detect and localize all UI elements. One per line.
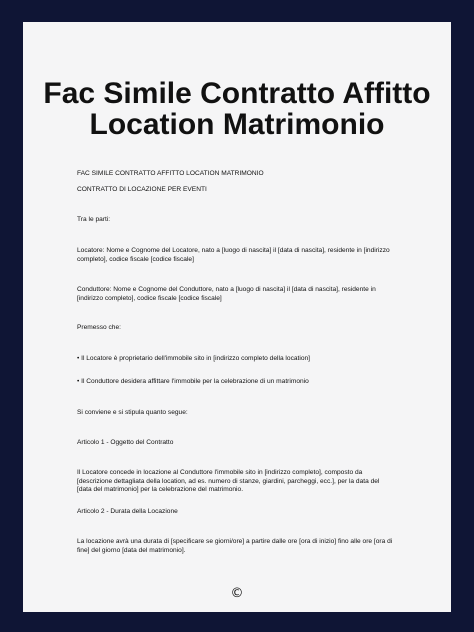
premises-intro: Premesso che: bbox=[77, 324, 121, 331]
article-2-text: La locazione avrà una durata di [specificare se giorni/ore] a partire dalle ore [ora di inizio] fino alle ore [ora di fine] del giorno [data del matrimonio]. bbox=[77, 538, 393, 554]
premise-item-1: • Il Locatore è proprietario dell'immobile sito in [indirizzo completo della location] bbox=[77, 355, 310, 362]
premise-item-2: • Il Conduttore desidera affittare l'immobile per la celebrazione di un matrimonio bbox=[77, 378, 309, 385]
landlord-paragraph: Locatore: Nome e Cognome del Locatore, nato a [luogo di nascita] il [data di nascita], residente in [indirizzo completo], codice fiscale [codice fiscale] bbox=[77, 247, 390, 263]
copyright-icon: © bbox=[230, 586, 244, 601]
document-page bbox=[23, 22, 451, 612]
agreement-intro: Si conviene e si stipula quanto segue: bbox=[77, 409, 188, 416]
article-2-heading: Articolo 2 - Durata della Locazione bbox=[77, 508, 178, 515]
parties-intro: Tra le parti: bbox=[77, 216, 111, 223]
article-1-text: Il Locatore concede in locazione al Conduttore l'immobile sito in [indirizzo completo], composto da [descrizione dettagliata della location, ad es. numero di stanze, giardini, parcheggi, ecc.], per la data del [data del matrimonio] per la celebrazione del matrimonio. bbox=[77, 469, 380, 494]
tenant-paragraph: Conduttore: Nome e Cognome del Conduttore, nato a [luogo di nascita] il [data di nascita], residente in [indirizzo completo], codice fiscale [codice fiscale] bbox=[77, 286, 376, 302]
document-title bbox=[23, 78, 451, 140]
title-line-1: Fac Simile Contratto Affitto bbox=[43, 77, 431, 110]
contract-subheading: CONTRATTO DI LOCAZIONE PER EVENTI bbox=[77, 186, 207, 193]
article-1-heading: Articolo 1 - Oggetto del Contratto bbox=[77, 439, 174, 446]
title-line-2: Location Matrimonio bbox=[89, 108, 385, 141]
contract-heading: FAC SIMILE CONTRATTO AFFITTO LOCATION MATRIMONIO bbox=[77, 170, 264, 177]
